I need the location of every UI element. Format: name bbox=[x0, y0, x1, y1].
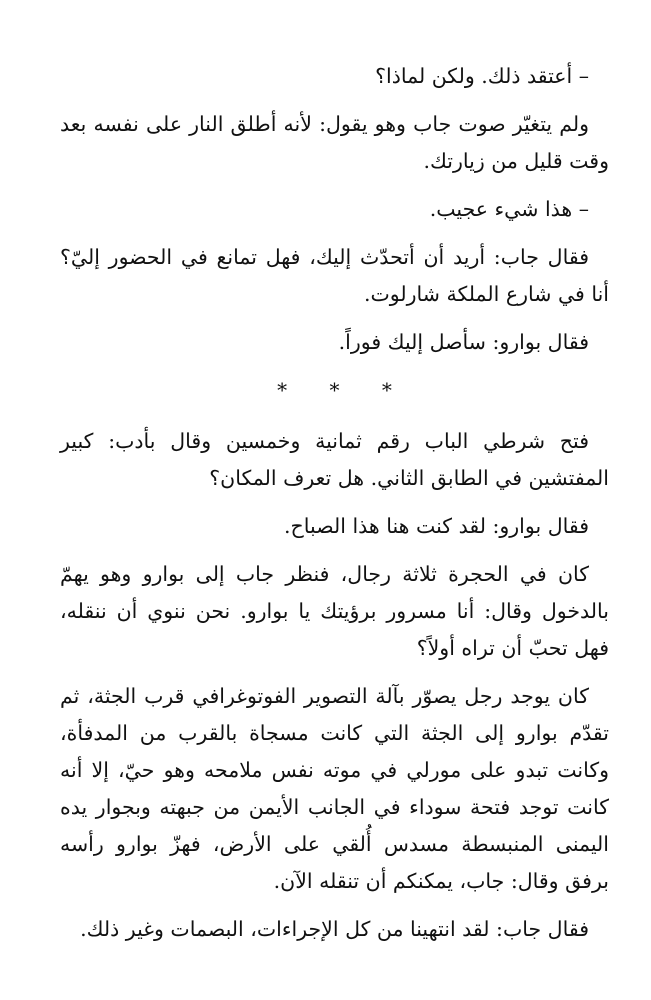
paragraph: ولم يتغيّر صوت جاب وهو يقول: لأنه أطلق النار على نفسه بعد وقت قليل من زيارتك. bbox=[60, 112, 609, 173]
paragraph: فقال بوارو: سأصل إليك فوراً. bbox=[338, 330, 589, 354]
paragraph: كان يوجد رجل يصوّر بآلة التصوير الفوتوغرافي قرب الجثة، ثم تقدّم بوارو إلى الجثة التي كانت مسجاة بالقرب من المدفأة، وكانت تبدو على مورلي في موته نفس ملامحه وهو حيّ، إلا أنه كانت توجد فتحة سوداء في الجانب الأيمن من جبهته وبجوار يده اليمنى المنبسطة مسدس أُلقي على الأرض، فهزّ بوارو رأسه برفق وقال: جاب، يمكنكم أن تنقله الآن. bbox=[60, 684, 609, 893]
section-break: * * * bbox=[277, 378, 410, 402]
paragraph: فقال جاب: لقد انتهينا من كل الإجراءات، البصمات وغير ذلك. bbox=[80, 917, 589, 941]
paragraph: كان في الحجرة ثلاثة رجال، فنظر جاب إلى بوارو وهو يهمّ بالدخول وقال: أنا مسرور برؤيتك يا بوارو. نحن ننوي أن ننقله، فهل تحبّ أن تراه أولاً؟ bbox=[60, 562, 609, 660]
paragraph: – هذا شيء عجيب. bbox=[429, 197, 589, 221]
paragraph: فقال جاب: أريد أن أتحدّث إليك، فهل تمانع في الحضور إليّ؟ أنا في شارع الملكة شارلوت. bbox=[60, 245, 609, 306]
book-page bbox=[60, 58, 609, 959]
paragraph: – أعتقد ذلك. ولكن لماذا؟ bbox=[375, 64, 589, 88]
paragraph: فقال بوارو: لقد كنت هنا هذا الصباح. bbox=[284, 514, 589, 538]
paragraph: فتح شرطي الباب رقم ثمانية وخمسين وقال بأدب: كبير المفتشين في الطابق الثاني. هل تعرف المكان؟ bbox=[60, 429, 609, 490]
